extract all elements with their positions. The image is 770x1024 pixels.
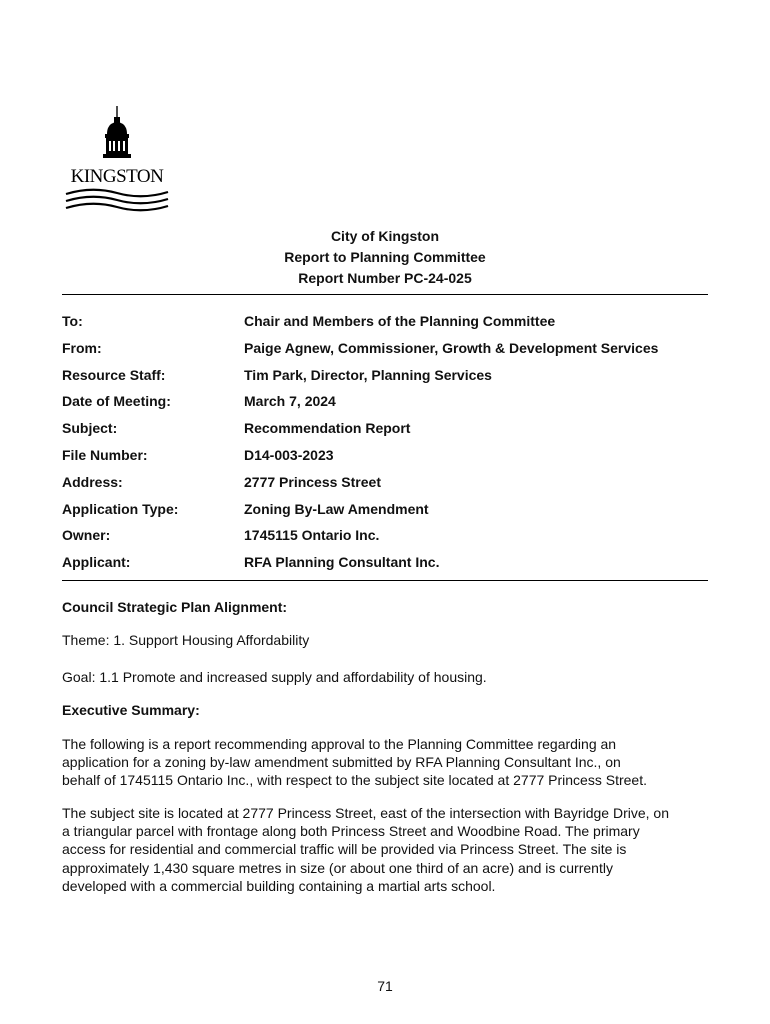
strategic-plan-goal: Goal: 1.1 Promote and increased supply and affordability of housing. xyxy=(62,669,487,685)
field-row-to xyxy=(62,312,712,339)
field-label: Owner: xyxy=(62,527,111,544)
header-divider xyxy=(62,294,708,295)
strategic-plan-theme: Theme: 1. Support Housing Affordability xyxy=(62,632,310,648)
field-label: Address: xyxy=(62,473,123,490)
report-fields xyxy=(62,312,712,580)
paragraph-line: The following is a report recommending approval to the Planning Committee regarding an xyxy=(62,736,617,752)
field-value: Recommendation Report xyxy=(244,420,411,437)
field-value: Paige Agnew, Commissioner, Growth & Development Services xyxy=(244,339,659,356)
field-label: File Number: xyxy=(62,446,148,463)
field-value: D14-003-2023 xyxy=(244,446,334,463)
field-row-file-number xyxy=(62,446,712,473)
paragraph-line: developed with a commercial building containing a martial arts school. xyxy=(62,877,496,894)
field-row-resource-staff xyxy=(62,366,712,393)
field-value: 2777 Princess Street xyxy=(244,473,381,490)
header-report-number: Report Number PC-24-025 xyxy=(298,270,472,286)
paragraph-line: approximately 1,430 square metres in size (or about one third of an acre) and is currently xyxy=(62,859,613,876)
field-value: Tim Park, Director, Planning Services xyxy=(244,366,492,383)
field-row-owner xyxy=(62,526,712,553)
city-of-kingston-logo xyxy=(62,104,172,212)
page-number: 71 xyxy=(377,978,393,994)
paragraph-line: a triangular parcel with frontage along both Princess Street and Woodbine Road. The primary xyxy=(62,823,640,840)
field-label: Date of Meeting: xyxy=(62,393,171,410)
field-value: Zoning By-Law Amendment xyxy=(244,500,429,517)
logo-wordmark: KINGSTON xyxy=(70,166,164,187)
field-row-application-type xyxy=(62,500,712,527)
field-row-date-of-meeting xyxy=(62,392,712,419)
field-row-from xyxy=(62,339,712,366)
field-value: March 7, 2024 xyxy=(244,393,336,410)
field-row-applicant xyxy=(62,553,712,580)
executive-summary-heading: Executive Summary: xyxy=(62,702,200,718)
field-value: Chair and Members of the Planning Committee xyxy=(244,313,556,329)
header-report-title: Report to Planning Committee xyxy=(284,249,486,265)
field-label: Application Type: xyxy=(62,500,179,517)
field-value: 1745115 Ontario Inc. xyxy=(244,527,380,544)
field-label: Resource Staff: xyxy=(62,366,166,383)
field-row-address xyxy=(62,473,712,500)
executive-summary-paragraph-1 xyxy=(62,735,722,790)
fields-divider xyxy=(62,580,708,581)
executive-summary-paragraph-2 xyxy=(62,804,722,895)
field-row-subject xyxy=(62,419,712,446)
header-organization: City of Kingston xyxy=(330,228,440,244)
field-label: From: xyxy=(62,339,102,356)
paragraph-line: application for a zoning by-law amendment submitted by RFA Planning Consultant Inc., on xyxy=(62,754,621,771)
paragraph-line: The subject site is located at 2777 Princess Street, east of the intersection with Bayridge Drive, on xyxy=(62,805,669,821)
field-label: Applicant: xyxy=(62,554,131,571)
field-label: Subject: xyxy=(62,420,118,437)
report-header xyxy=(62,226,708,289)
city-hall-dome-icon xyxy=(62,104,172,212)
field-value: RFA Planning Consultant Inc. xyxy=(244,554,440,571)
paragraph-line: behalf of 1745115 Ontario Inc., with respect to the subject site located at 2777 Princess Street. xyxy=(62,772,647,789)
strategic-plan-heading: Council Strategic Plan Alignment: xyxy=(62,599,288,615)
paragraph-line: access for residential and commercial traffic will be provided via Princess Street. The site is xyxy=(62,841,627,858)
field-label: To: xyxy=(62,313,83,329)
